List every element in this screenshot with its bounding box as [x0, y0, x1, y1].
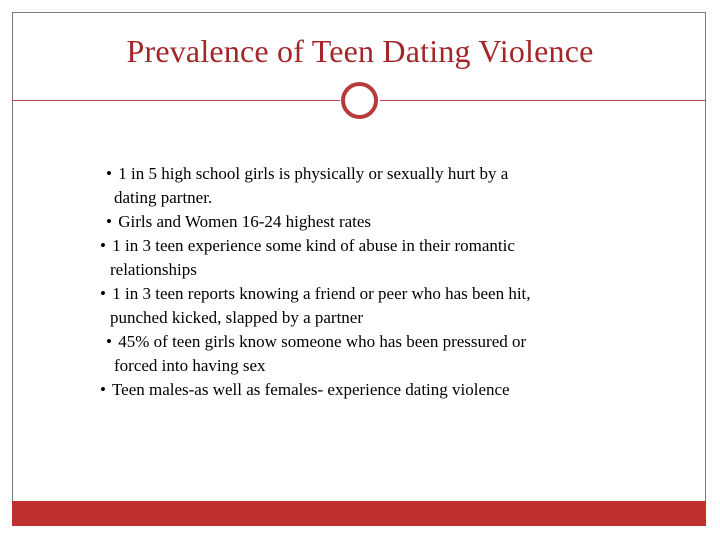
bullet-continuation: forced into having sex — [114, 356, 266, 375]
bullet-item — [100, 378, 620, 402]
bullet-line — [106, 330, 620, 354]
bullet-item — [100, 282, 620, 330]
bullet-line — [100, 378, 620, 402]
bullet-item — [100, 330, 620, 378]
bullet-dot-icon: • — [100, 236, 106, 255]
bullet-dot-icon: • — [106, 164, 112, 183]
title-divider-left — [12, 100, 340, 101]
bullet-item — [100, 234, 620, 282]
title-divider-right — [380, 100, 706, 101]
bullet-continuation: relationships — [110, 260, 197, 279]
bullet-continuation: dating partner. — [114, 188, 213, 207]
ring-ornament-icon — [341, 82, 378, 119]
bullet-text: Girls and Women 16-24 highest rates — [118, 212, 372, 231]
bullet-line — [106, 162, 620, 186]
bullet-continuation: punched kicked, slapped by a partner — [110, 308, 364, 327]
bullet-text: 45% of teen girls know someone who has been pressured or — [118, 332, 527, 351]
bullet-item — [100, 162, 620, 210]
bullet-text: 1 in 3 teen experience some kind of abuse in their romantic — [112, 236, 515, 255]
slide-title: Prevalence of Teen Dating Violence — [126, 33, 594, 69]
bullet-text: 1 in 5 high school girls is physically or sexually hurt by a — [118, 164, 509, 183]
bullet-line — [100, 282, 620, 306]
bullet-list — [100, 162, 620, 402]
bullet-text: 1 in 3 teen reports knowing a friend or peer who has been hit, — [112, 284, 531, 303]
bullet-dot-icon: • — [106, 332, 112, 351]
bullet-dot-icon: • — [106, 212, 112, 231]
footer-accent-bar — [12, 501, 706, 526]
bullet-dot-icon: • — [100, 284, 106, 303]
bullet-line — [100, 234, 620, 258]
bullet-text: Teen males-as well as females- experience dating violence — [111, 380, 510, 399]
bullet-line — [106, 210, 620, 234]
bullet-item — [100, 210, 620, 234]
bullet-dot-icon: • — [100, 380, 106, 399]
